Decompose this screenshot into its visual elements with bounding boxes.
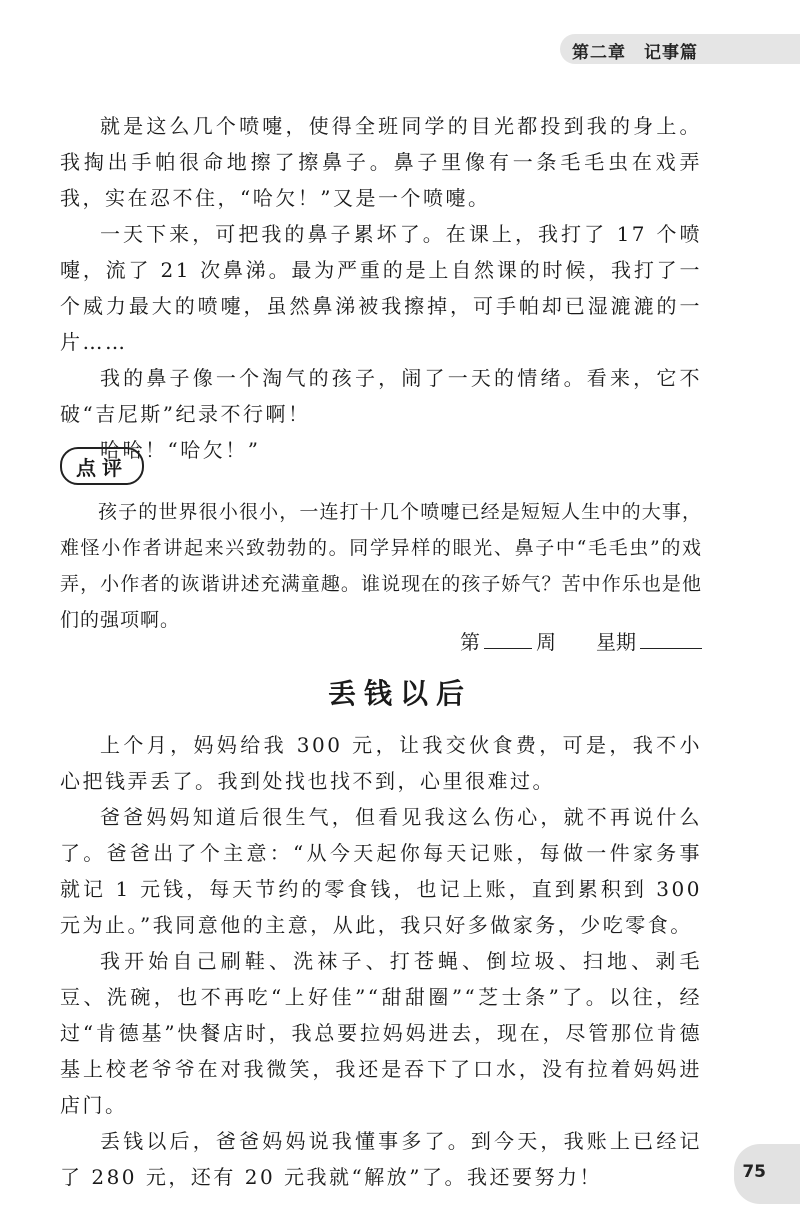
review-text: 孩子的世界很小很小，一连打十几个喷嚏已经是短短人生中的大事，难怪小作者讲起来兴致勃勃的。同学异样的眼光、鼻子中“毛毛虫”的戏弄，小作者的诙谐讲述充满童趣。谁说现在的孩子娇气？苦中作乐也是他们的强项啊。 [60,501,702,631]
review-comment [60,494,702,638]
week-fill-in-line [460,622,702,662]
previous-story-paragraph: 一天下来，可把我的鼻子累坏了。在课上，我打了 17 个喷嚏，流了 21 次鼻涕。最为严重的是上自然课的时候，我打了一个威力最大的喷嚏，虽然鼻涕被我擦掉，可手帕却已湿漉漉的一片…… [60,222,702,354]
previous-story-paragraph: 我的鼻子像一个淘气的孩子，闹了一天的情绪。看来，它不破“吉尼斯”纪录不行啊！ [60,366,702,426]
page-number: 75 [742,1162,766,1182]
previous-story-paragraph: 哈哈！“哈欠！” [100,438,261,462]
review-tag: 点评 [60,447,144,485]
weekday-blank [640,622,702,649]
week-prefix: 第 [460,630,480,654]
week-suffix: 周 [536,630,556,654]
previous-story-paragraph: 就是这么几个喷嚏，使得全班同学的目光都投到我的身上。我掏出手帕很命地擦了擦鼻子。鼻子里像有一条毛毛虫在戏弄我，实在忍不住，“哈欠！”又是一个喷嚏。 [60,114,702,210]
story-paragraph: 上个月，妈妈给我 300 元，让我交伙食费，可是，我不小心把钱弄丢了。我到处找也找不到，心里很难过。 [60,733,702,793]
week-blank [484,622,532,649]
story-title: 丢钱以后 [327,677,472,710]
running-head: 第二章 记事篇 [572,43,698,63]
previous-story [60,108,702,468]
story-paragraph: 丢钱以后，爸爸妈妈说我懂事多了。到今天，我账上已经记了 280 元，还有 20 元我就“解放”了。我还要努力！ [60,1129,702,1189]
story-paragraph: 我开始自己刷鞋、洗袜子、打苍蝇、倒垃圾、扫地、剥毛豆、洗碗，也不再吃“上好佳”“甜甜圈”“芝士条”了。以往，经过“肯德基”快餐店时，我总要拉妈妈进去，现在，尽管那位肯德基上校老爷爷在对我微笑，我还是吞下了口水，没有拉着妈妈进店门。 [60,949,702,1117]
weekday-label: 星期 [596,630,636,654]
story-body [60,727,702,1195]
story-paragraph: 爸爸妈妈知道后很生气，但看见我这么伤心，就不再说什么了。爸爸出了个主意：“从今天起你每天记账，每做一件家务事就记 1 元钱，每天节约的零食钱，也记上账，直到累积到 300 元为止。”我同意他的主意，从此，我只好多做家务，少吃零食。 [60,805,702,937]
